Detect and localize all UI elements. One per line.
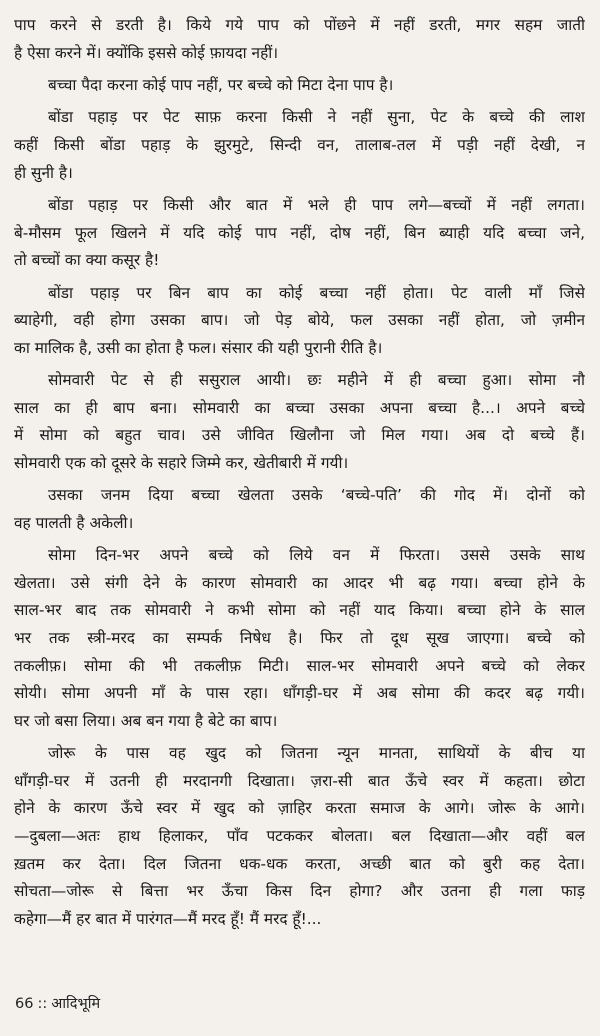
page-body-text (14, 12, 585, 933)
paragraph-line: बोंडा पहाड़ पर पेट साफ़ करना किसी ने नहीं सुना, पेट के बच्चे की लाश (48, 108, 585, 127)
paragraph (14, 280, 585, 363)
paragraph-line: भर तक स्त्री-मरद का सम्पर्क निषेध है। फिर तो दूध सूख जाएगा। बच्चे को (14, 629, 585, 648)
paragraph-line: में सोमा को बहुत चाव। उसे जीवित खिलौना जो मिल गया। अब दो बच्चे हैं। (14, 426, 585, 445)
paragraph-line: सोमा दिन-भर अपने बच्चे को लिये वन में फिरता। उससे उसके साथ (48, 546, 585, 565)
paragraph-line: है ऐसा करने में। क्योंकि इससे कोई फ़ायदा नहीं। (14, 43, 279, 62)
paragraph-line: ही सुनी है। (14, 163, 73, 182)
paragraph-line: साल का ही बाप बना। सोमवारी का बच्चा उसका अपना बच्चा है...। अपने बच्चे (14, 398, 585, 417)
paragraph (14, 740, 585, 933)
paragraph (14, 12, 585, 67)
paragraph-line: होने के कारण ऊँचे स्वर में खुद को ज़ाहिर करता समाज के आगे। जोरू के आगे। (14, 799, 585, 818)
paragraph (14, 542, 585, 735)
paragraph-line: सोचता—जोरू से बित्ता भर ऊँचा किस दिन होगा? और उतना ही गला फाड़ (14, 882, 585, 901)
paragraph-line: सोमवारी पेट से ही ससुराल आयी। छः महीने में ही बच्चा हुआ। सोमा नौ (48, 371, 585, 390)
paragraph-line: उसका जनम दिया बच्चा खेलता उसके ‘बच्चे-पति’ की गोद में। दोनों को (48, 486, 585, 505)
paragraph-line: साल-भर बाद तक सोमवारी ने कभी सोमा को नहीं याद किया। बच्चा होने के साल (14, 601, 585, 620)
paragraph-line: वह पालती है अकेली। (14, 513, 134, 532)
paragraph-line: का मालिक है, उसी का होता है फल। संसार की यही पुरानी रीति है। (14, 338, 383, 357)
paragraph-line: घर जो बसा लिया। अब बन गया है बेटे का बाप। (14, 711, 278, 730)
paragraph (14, 104, 585, 187)
paragraph-line: धाँगड़ी-घर में उतनी ही मरदानगी दिखाता। ज़रा-सी बात ऊँचे स्वर में कहता। छोटा (14, 771, 585, 790)
page-number: 66 (15, 996, 34, 1012)
paragraph-line: ब्याहेगी, वही होगा उसका बाप। जो पेड़ बोये, फल उसका नहीं होता, जो ज़मीन (14, 311, 585, 330)
page-footer (15, 993, 100, 1015)
paragraph-line: जोरू के पास वह खुद को जितना न्यून मानता, साथियों के बीच या (48, 744, 585, 763)
paragraph-line: कहीं किसी बोंडा पहाड़ के झुरमुटे, सिन्दी वन, तालाब-तल में पड़ी नहीं देखी, न (14, 135, 585, 154)
paragraph-line: सोयी। सोमा अपनी माँ के पास रहा। धाँगड़ी-घर में अब सोमा की कदर बढ़ गयी। (14, 684, 585, 703)
paragraph-line: तो बच्चों का क्या कसूर है! (14, 251, 160, 270)
paragraph-line: खेलता। उसे संगी देने के कारण सोमवारी का आदर भी बढ़ गया। बच्चा होने के (14, 573, 585, 592)
paragraph-line: सोमवारी एक को दूसरे के सहारे जिम्मे कर, खेतीबारी में गयी। (14, 453, 349, 472)
paragraph-line: बोंडा पहाड़ पर किसी और बात में भले ही पाप लगे—बच्चों में नहीं लगता। (48, 195, 585, 214)
paragraph-line: बच्चा पैदा करना कोई पाप नहीं, पर बच्चे को मिटा देना पाप है। (48, 75, 394, 94)
paragraph (14, 192, 585, 275)
paragraph (14, 367, 585, 477)
footer-separator: :: (37, 996, 48, 1012)
paragraph-line: बोंडा पहाड़ पर बिन बाप का कोई बच्चा नहीं होता। पेट वाली माँ जिसे (48, 283, 585, 302)
paragraph (14, 72, 585, 100)
paragraph-line: तकलीफ़। सोमा की भी तकलीफ़ मिटी। साल-भर सोमवारी अपने बच्चे को लेकर (14, 656, 585, 675)
paragraph (14, 482, 585, 537)
paragraph-line: बे-मौसम फूल खिलने में यदि कोई पाप नहीं, दोष नहीं, बिन ब्याही यदि बच्चा जने, (14, 223, 585, 242)
paragraph-line: कहेगा—मैं हर बात में पारंगत—मैं मरद हूँ! मैं मरद हूँ!... (14, 909, 322, 928)
book-title: आदिभूमि (51, 996, 101, 1012)
paragraph-line: —दुबला—अतः हाथ हिलाकर, पाँव पटककर बोलता। बल दिखाता—और वहीं बल (14, 827, 585, 845)
paragraph-line: ख़तम कर देता। दिल जितना धक-धक करता, अच्छी बात को बुरी कह देता। (14, 854, 585, 873)
paragraph-line: पाप करने से डरती है। किये गये पाप को पोंछने में नहीं डरती, मगर सहम जाती (14, 16, 585, 34)
